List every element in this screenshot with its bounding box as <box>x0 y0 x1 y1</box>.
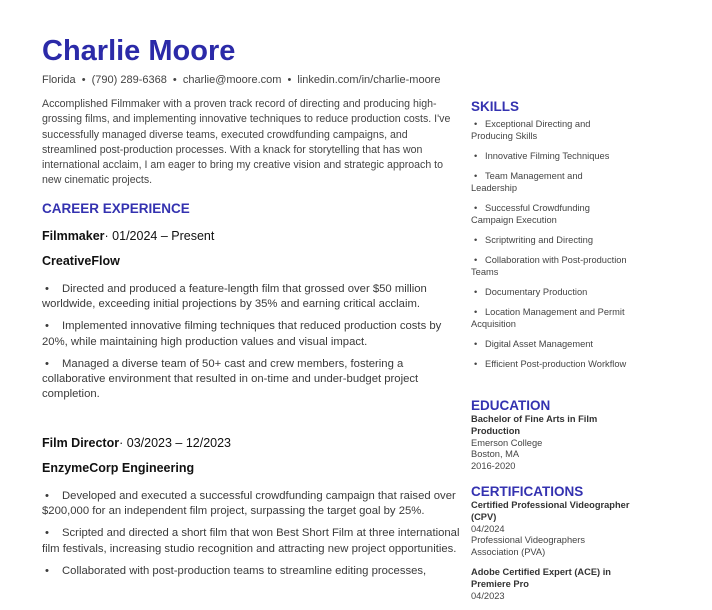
certification-name: Adobe Certified Expert (ACE) in Premiere Pro <box>471 566 611 589</box>
certification-date: 04/2023 <box>471 590 505 601</box>
certifications-section-title: CERTIFICATIONS <box>471 484 584 499</box>
job-entry <box>42 436 460 586</box>
job-bullets <box>42 282 460 402</box>
certification-name: Certified Professional Videographer (CPV) <box>471 500 630 522</box>
job-bullet: • Implemented innovative filming techniques that reduced production costs by 20%, while maintaining high production values and visual impact. <box>42 320 442 348</box>
bullet-icon: • <box>474 171 478 181</box>
contact-email[interactable]: charlie@moore.com <box>182 74 282 86</box>
skill-item: • Efficient Post-production Workflow <box>471 358 631 370</box>
skill-item: • Scriptwriting and Directing <box>471 234 631 246</box>
contact-phone[interactable]: (790) 289-6368 <box>91 74 167 86</box>
bullet-icon: • <box>45 527 49 540</box>
bullet-icon: • <box>474 255 478 265</box>
skill-item: • Successful Crowdfunding Campaign Execution <box>471 203 590 225</box>
contact-location: Florida <box>42 74 76 86</box>
separator: • <box>172 74 177 86</box>
job-company: EnzymeCorp Engineering <box>42 461 195 475</box>
certification-item <box>471 567 631 602</box>
education-school: Emerson College <box>471 437 543 448</box>
bullet-icon: • <box>474 287 478 297</box>
bullet-icon: • <box>474 119 478 129</box>
bullet-icon: • <box>474 307 478 317</box>
certification-date: 04/2024 <box>471 523 505 534</box>
job-bullet: • Scripted and directed a short film that won Best Short Film at three international film festivals, increasing studio recognition and attracting new project opportunities. <box>42 527 460 555</box>
skill-item: • Team Management and Leadership <box>471 171 583 193</box>
job-dates: · 03/2023 – 12/2023 <box>119 436 232 450</box>
job-role: Filmmaker <box>42 229 105 243</box>
skill-item: • Collaboration with Post-production Teams <box>471 255 627 277</box>
bullet-icon: • <box>45 283 49 295</box>
job-bullets <box>42 489 460 579</box>
job-bullet: • Collaborated with post-production teams to streamline editing processes, <box>42 564 460 579</box>
education-degree: Bachelor of Fine Arts in Film Production <box>471 414 598 436</box>
job-role: Film Director <box>42 436 120 450</box>
contact-line <box>42 73 440 87</box>
certifications-section <box>471 484 631 610</box>
job-dates: · 01/2024 – Present <box>104 229 215 243</box>
skills-section <box>471 99 631 378</box>
bullet-icon: • <box>474 359 478 369</box>
education-location: Boston, MA <box>471 449 520 460</box>
professional-summary: Accomplished Filmmaker with a proven track record of directing and producing high-grossing films, and implementing innovative techniques to reduce production costs. I've successfully managed diverse teams, executed crowdfunding campaigns, and streamlined post-production processes. With a knack for storytelling that has won international acclaim, I am eager to bring my creative vision and strategic approach to new cinematic projects. <box>42 98 451 187</box>
bullet-icon: • <box>474 203 478 213</box>
skills-list <box>471 118 631 370</box>
skill-item: • Location Management and Permit Acquisition <box>471 307 625 329</box>
skills-section-title: SKILLS <box>471 99 520 114</box>
bullet-icon: • <box>45 564 49 577</box>
job-entry <box>42 229 460 409</box>
contact-linkedin[interactable]: linkedin.com/in/charlie-moore <box>297 74 441 86</box>
job-company: CreativeFlow <box>42 254 120 268</box>
career-section-title: CAREER EXPERIENCE <box>42 201 190 216</box>
job-bullet: • Developed and executed a successful crowdfunding campaign that raised over $200,000 for an independent film project, surpassing the target goal by 25%. <box>42 490 456 518</box>
bullet-icon: • <box>474 151 478 161</box>
separator: • <box>81 74 86 86</box>
job-bullet: • Directed and produced a feature-length film that grossed over $50 million worldwide, exceeding initial projections by 35% and earning critical acclaim. <box>42 283 427 311</box>
bullet-icon: • <box>45 320 49 333</box>
education-section-title: EDUCATION <box>471 398 551 413</box>
certification-issuer: Professional Videographers Association (PVA) <box>471 535 586 558</box>
separator: • <box>287 74 292 86</box>
education-section <box>471 398 631 473</box>
bullet-icon: • <box>45 357 49 370</box>
skill-item: • Exceptional Directing and Producing Skills <box>471 119 591 141</box>
education-years: 2016-2020 <box>471 461 516 472</box>
bullet-icon: • <box>45 490 49 502</box>
job-heading <box>42 436 460 451</box>
skill-item: • Documentary Production <box>471 286 631 298</box>
certification-item <box>471 500 631 559</box>
skill-item: • Innovative Filming Techniques <box>471 150 631 162</box>
job-bullet: • Managed a diverse team of 50+ cast and crew members, fostering a collaborative environment that resulted in on-time and under-budget project completion. <box>42 357 419 401</box>
skill-item: • Digital Asset Management <box>471 338 631 350</box>
candidate-name: Charlie Moore <box>42 35 236 67</box>
bullet-icon: • <box>474 339 478 349</box>
bullet-icon: • <box>474 235 478 245</box>
job-heading <box>42 229 460 244</box>
